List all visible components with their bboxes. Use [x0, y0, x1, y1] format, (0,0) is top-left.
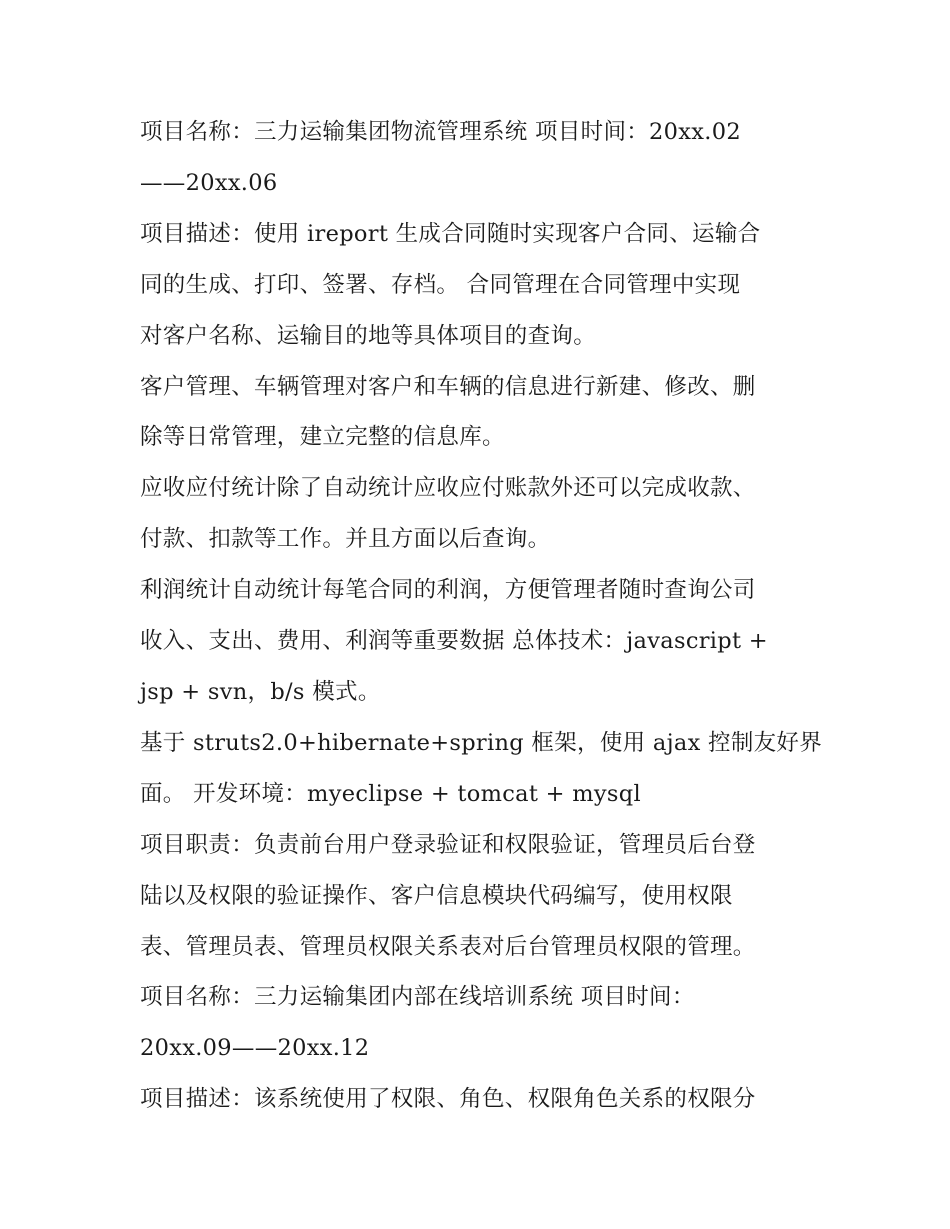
text-line: 表、管理员表、管理员权限关系表对后台管理员权限的管理。 — [140, 933, 756, 960]
paragraph-framework — [140, 718, 823, 820]
text-line: 项目描述：使用 ireport 生成合同随时实现客户合同、运输合 — [140, 220, 761, 247]
paragraph-profit-statistics — [140, 565, 820, 718]
text-line: 除等日常管理，建立完整的信息库。 — [140, 424, 505, 451]
text-line: 陆以及权限的验证操作、客户信息模块代码编写，使用权限 — [140, 882, 733, 909]
paragraph-project2-title — [140, 972, 820, 1074]
paragraph-project1-title — [140, 107, 820, 209]
text-line: 利润统计自动统计每笔合同的利润，方便管理者随时查询公司 — [140, 577, 756, 604]
text-line: 付款、扣款等工作。并且方面以后查询。 — [140, 526, 551, 553]
document-page — [140, 107, 823, 1125]
text-line: 项目职责：负责前台用户登录验证和权限验证，管理员后台登 — [140, 831, 756, 858]
text-line: 同的生成、打印、签署、存档。 合同管理在合同管理中实现 — [140, 271, 741, 298]
text-line: 收入、支出、费用、利润等重要数据 总体技术：javascript + — [140, 628, 768, 655]
text-line: 应收应付统计除了自动统计应收应付账款外还可以完成收款、 — [140, 475, 756, 502]
text-line: jsp + svn，b/s 模式。 — [140, 678, 381, 705]
paragraph-customer-management — [140, 362, 820, 464]
text-line: 项目名称：三力运输集团内部在线培训系统 项目时间： — [140, 984, 695, 1011]
paragraph-project1-description — [140, 209, 820, 362]
paragraph-project1-responsibilities — [140, 820, 820, 973]
text-line: 项目描述：该系统使用了权限、角色、权限角色关系的权限分 — [140, 1086, 756, 1113]
text-line: 项目名称：三力运输集团物流管理系统 项目时间：20xx.02 — [140, 119, 741, 145]
text-line: ——20xx.06 — [140, 169, 278, 196]
text-line: 对客户名称、运输目的地等具体项目的查询。 — [140, 322, 597, 349]
text-line: 客户管理、车辆管理对客户和车辆的信息进行新建、修改、删 — [140, 373, 756, 400]
paragraph-receivables — [140, 463, 820, 565]
paragraph-project2-description — [140, 1074, 820, 1125]
text-line: 20xx.09——20xx.12 — [140, 1035, 370, 1062]
text-line: 基于 struts2.0+hibernate+spring 框架，使用 ajax 控制友好界 — [140, 729, 823, 756]
text-line: 面。 开发环境：myeclipse + tomcat + mysql — [140, 780, 641, 807]
